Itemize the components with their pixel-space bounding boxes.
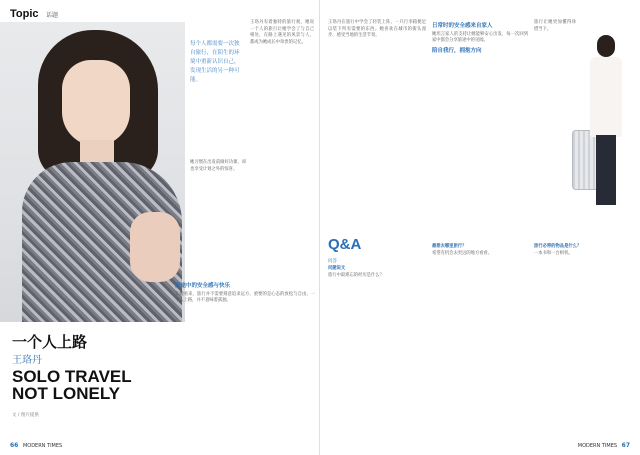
article-column-right-3 bbox=[534, 20, 576, 33]
qa-question: 旅行必带的物品是什么？ bbox=[534, 244, 582, 249]
section-heading: 旅途中的安全感与快乐 bbox=[175, 283, 231, 289]
headline-english bbox=[12, 368, 132, 402]
folio-left bbox=[10, 442, 62, 449]
qa-question: 问题说文 bbox=[328, 266, 346, 271]
article-paragraph: 在她看来，旅行并不需要刻意追求远方，重要的是心态的放松与自由。一个人上路，并不意味着孤独。 bbox=[175, 291, 315, 304]
right-page bbox=[320, 0, 640, 455]
topic-label: Topic bbox=[10, 8, 39, 20]
headline-english-line-1: SOLO TRAVEL bbox=[12, 367, 132, 386]
article-paragraph: 王珞丹有着独特的旅行观，她说一个人的旅行让她学会了与自己相处，在路上遇见的风景与人，都成为她成长中珍贵的记忆。 bbox=[250, 20, 314, 45]
article-paragraph: 她习惯在出发前做好功课，却也享受计划之外的惊喜。 bbox=[190, 160, 246, 172]
article-paragraph: 旅行让她更加懂得珍惜当下。 bbox=[534, 20, 576, 32]
headline-chinese: 一个人上路 bbox=[12, 333, 88, 351]
qa-column-2 bbox=[432, 244, 527, 257]
magazine-name: MODERN TIMES bbox=[577, 443, 618, 449]
article-column-right-2 bbox=[432, 20, 528, 56]
section-heading: 日常时的安全感来自家人 bbox=[432, 23, 493, 29]
person-body bbox=[590, 57, 622, 137]
article-paragraph: 她坦言家人的支持让她能够安心出发，每一次回到家中都会分享旅途中的见闻。 bbox=[432, 31, 528, 44]
page-number: 67 bbox=[621, 442, 630, 449]
section-heading: 陪自我行，拥抱方向 bbox=[432, 47, 482, 54]
person-legs bbox=[596, 135, 616, 205]
headline-name: 王珞丹 bbox=[12, 355, 42, 366]
qa-title: Q&A bbox=[328, 236, 362, 253]
qa-answer: 一本书和一台相机。 bbox=[534, 250, 573, 256]
article-paragraph: 王珞丹在旅行中学会了轻装上阵，一只行李箱便足以装下所有需要的东西。她喜欢在城市的街头漫步，感受当地的生活节奏。 bbox=[328, 20, 426, 39]
qa-answer: 旅行中最难忘的经历是什么？ bbox=[328, 272, 384, 278]
portrait-photo bbox=[0, 22, 185, 322]
qa-column-3 bbox=[534, 244, 632, 257]
magazine-name: MODERN TIMES bbox=[22, 443, 63, 449]
article-column-left-side bbox=[190, 160, 246, 173]
folio-right bbox=[578, 442, 630, 449]
article-column-left-bottom bbox=[175, 280, 315, 305]
standing-person-photo bbox=[580, 35, 635, 210]
page-number: 66 bbox=[10, 442, 19, 449]
qa-answer: 希望有机会去更远的地方看看。 bbox=[432, 250, 493, 256]
photo-arm bbox=[130, 212, 180, 282]
qa-column-1 bbox=[328, 266, 423, 279]
article-column-right-1 bbox=[328, 20, 426, 40]
qa-question: 最想去哪里旅行？ bbox=[432, 244, 467, 249]
intro-text: 每个人都需要一次独自旅行，在陌生的环境中重新认识自己，发现生活的另一种可能。 bbox=[190, 41, 240, 83]
headline-english-line-2: NOT LONELY bbox=[12, 384, 120, 403]
photo-face bbox=[62, 60, 130, 146]
article-column-left-2 bbox=[250, 20, 314, 46]
photo-credit: 文 / 图片提供 bbox=[12, 413, 39, 418]
person-head bbox=[597, 35, 615, 57]
qa-meta: 问答 bbox=[328, 259, 337, 264]
topic-sub-label: 话题 bbox=[46, 12, 59, 19]
